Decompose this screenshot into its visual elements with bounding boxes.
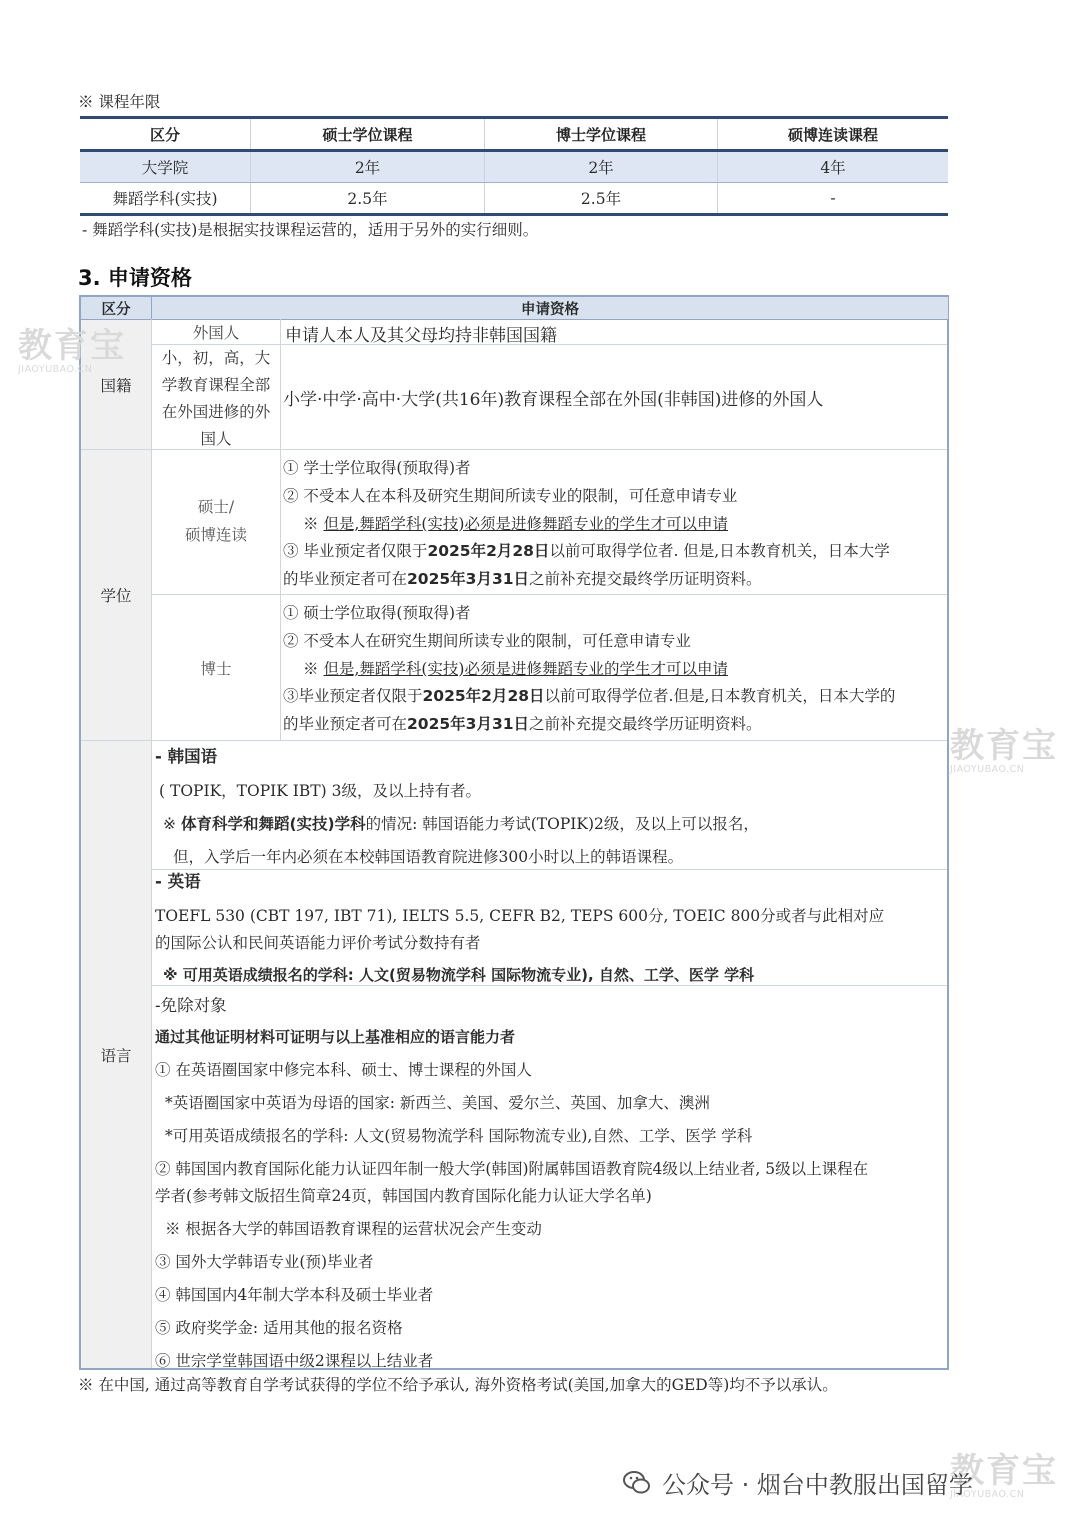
divider: [280, 319, 281, 740]
table-cell: 舞蹈学科(实技): [80, 183, 251, 215]
watermark-text: 教育宝: [950, 1451, 1058, 1491]
exempt-item: *可用英语成绩报名的学科: 人文(贸易物流学科 国际物流专业),自然、工学、医学 学科: [165, 1127, 753, 1145]
date: 2025年2月28日: [427, 542, 550, 560]
category-degree: 学位: [81, 450, 151, 740]
divider: [152, 985, 947, 986]
wechat-caption-text: 公众号 · 烟台中教服出国留学: [662, 1471, 973, 1499]
korean-requirement: ( TOPIK，TOPIK IBT) 3级，及以上持有者。: [159, 782, 481, 800]
duration-table: [80, 116, 948, 216]
note-mark: ※: [303, 515, 319, 533]
master-item-1: ① 学士学位取得(预取得)者: [283, 459, 471, 477]
wechat-caption: [622, 1465, 973, 1500]
edu-abroad-label-line: 小，初，高，大: [161, 349, 271, 367]
text: 之前补充提交最终学历证明资料。: [529, 570, 762, 588]
eligibility-header-category: 区分: [81, 297, 151, 320]
exempt-title: -免除对象: [155, 996, 227, 1015]
note-mark: ※: [303, 660, 319, 678]
exempt-item: ⑥ 世宗学堂韩国语中级2课程以上结业者: [155, 1352, 434, 1370]
date: 2025年3月31日: [407, 715, 530, 733]
edu-abroad-label-line: 学教育课程全部: [161, 376, 271, 394]
korean-title: - 韩国语: [155, 747, 218, 766]
table-cell: 大学院: [80, 151, 251, 183]
note-mark: ※: [163, 815, 176, 833]
table-row: [80, 183, 948, 215]
exempt-item: ③ 国外大学韩语专业(预)毕业者: [155, 1253, 374, 1271]
text: 的毕业预定者可在: [283, 570, 408, 588]
english-requirement: TOEFL 530 (CBT 197, IBT 71), IELTS 5.5, CEFR B2, TEPS 600分, TOEIC 800分或者与此相对应: [155, 907, 885, 925]
duration-note: ※ 课程年限: [78, 93, 161, 111]
duration-header-cell: 硕士学位课程: [251, 118, 485, 151]
doctor-item-2: ② 不受本人在研究生期间所读专业的限制，可任意申请专业: [283, 632, 691, 650]
exempt-item: ※ 根据各大学的韩国语教育课程的运营状况会产生变动: [165, 1220, 542, 1238]
exempt-item: ① 在英语圈国家中修完本科、硕士、博士课程的外国人: [155, 1061, 532, 1079]
dance-restriction-note: 但是,舞蹈学科(实技)必须是进修舞蹈专业的学生才可以申请: [323, 515, 728, 533]
edu-abroad-text: 小学·中学·高中·大学(共16年)教育课程全部在外国(非韩国)进修的外国人: [283, 390, 824, 410]
table-cell: -: [718, 183, 949, 215]
english-requirement-cont: 的国际公认和民间英语能力评价考试分数持有者: [155, 934, 481, 952]
table-cell: 2年: [251, 151, 485, 183]
master-item-3: [283, 539, 890, 561]
doctor-item-1: ① 硕士学位取得(预取得)者: [283, 604, 471, 622]
table-cell: 2年: [485, 151, 718, 183]
divider: [81, 740, 947, 741]
duration-header-row: [80, 118, 948, 151]
master-item-2: ② 不受本人在本科及研究生期间所读专业的限制，可任意申请专业: [283, 487, 738, 505]
doctor-label: 博士: [152, 595, 280, 740]
text: 以前可取得学位者. 但是,日本教育机关，日本大学: [549, 542, 890, 560]
table-cell: 2.5年: [485, 183, 718, 215]
watermark-logo: [950, 728, 1058, 775]
watermark-url: JIAOYUBAO.CN: [950, 1489, 1025, 1500]
foreigner-text: 申请人本人及其父母均持非韩国国籍: [285, 326, 557, 346]
master-label-line: 硕士/: [197, 498, 235, 516]
dance-restriction-note: 但是,舞蹈学科(实技)必须是进修舞蹈专业的学生才可以申请: [323, 660, 728, 678]
doctor-item-3: [283, 684, 895, 706]
edu-abroad-label-line: 国人: [200, 430, 232, 448]
watermark-text: 教育宝: [950, 726, 1058, 766]
duration-header-cell: 区分: [80, 118, 251, 151]
text: 以前可取得学位者.但是,日本教育机关，日本大学的: [544, 687, 896, 705]
text: ③毕业预定者仅限于: [283, 687, 423, 705]
text: 的毕业预定者可在: [283, 715, 408, 733]
watermark-url: JIAOYUBAO.CN: [950, 764, 1025, 775]
korean-note-line2: 但，入学后一年内必须在本校韩国语教育院进修300小时以上的韩语课程。: [173, 848, 684, 866]
duration-header-cell: 硕博连读课程: [718, 118, 949, 151]
section-title: 3. 申请资格: [78, 266, 192, 290]
divider: [151, 741, 152, 1368]
doctor-item-2-note: [303, 657, 728, 679]
category-nationality: 国籍: [81, 320, 151, 449]
korean-note-bold: 体育科学和舞蹈(实技)学科: [180, 815, 366, 833]
wechat-icon: [622, 1468, 652, 1498]
master-item-2-note: [303, 512, 728, 534]
eligibility-header-content: 申请资格: [151, 297, 948, 320]
text: ③ 毕业预定者仅限于: [283, 542, 428, 560]
exempt-item: 学者(参考韩文版招生简章24页，韩国国内教育国际化能力认证大学名单): [155, 1187, 652, 1205]
table-cell: 2.5年: [251, 183, 485, 215]
doctor-item-3-cont: [283, 712, 762, 734]
edu-abroad-label-line: 在外国进修的外: [161, 403, 271, 421]
english-note: ※ 可用英语成绩报名的学科: 人文(贸易物流学科 国际物流专业), 自然、工学、医学 学科: [163, 966, 755, 984]
master-item-3-cont: [283, 567, 762, 589]
edu-abroad-label: [152, 345, 280, 453]
category-language: 语言: [81, 741, 151, 1368]
table-row: [80, 151, 948, 183]
korean-note: [163, 812, 759, 834]
date: 2025年2月28日: [422, 687, 545, 705]
table-cell: 4年: [718, 151, 949, 183]
duration-footnote: - 舞蹈学科(实技)是根据实技课程运营的，适用于另外的实行细则。: [82, 221, 539, 239]
exempt-item: *英语圈国家中英语为母语的国家: 新西兰、美国、爱尔兰、英国、加拿大、澳洲: [165, 1094, 710, 1112]
exempt-item: ⑤ 政府奖学金: 适用其他的报名资格: [155, 1319, 403, 1337]
watermark-text: 教育宝: [18, 326, 126, 366]
foreigner-label: 外国人: [152, 320, 280, 344]
watermark-url: JIAOYUBAO.CN: [18, 364, 93, 375]
exempt-item: ② 韩国国内教育国际化能力认证四年制一般大学(韩国)附属韩国语教育院4级以上结业者, 5级以上课程在: [155, 1160, 869, 1178]
watermark-logo: [18, 328, 126, 375]
page-footnote: ※ 在中国, 通过高等教育自学考试获得的学位不给予承认, 海外资格考试(美国,加拿大的GED等)均不予以承认。: [78, 1376, 838, 1394]
english-title: - 英语: [155, 872, 201, 891]
exempt-item: ④ 韩国国内4年制大学本科及硕士毕业者: [155, 1286, 434, 1304]
eligibility-table: [79, 295, 949, 1370]
master-label: [152, 493, 280, 549]
duration-header-cell: 博士学位课程: [485, 118, 718, 151]
divider: [152, 869, 947, 870]
master-label-line: 硕博连读: [184, 526, 247, 544]
date: 2025年3月31日: [407, 570, 530, 588]
text: 之前补充提交最终学历证明资料。: [529, 715, 762, 733]
korean-note-text: 的情况: 韩国语能力考试(TOPIK)2级，及以上可以报名，: [365, 815, 759, 833]
exempt-intro: 通过其他证明材料可证明与以上基准相应的语言能力者: [155, 1028, 516, 1046]
